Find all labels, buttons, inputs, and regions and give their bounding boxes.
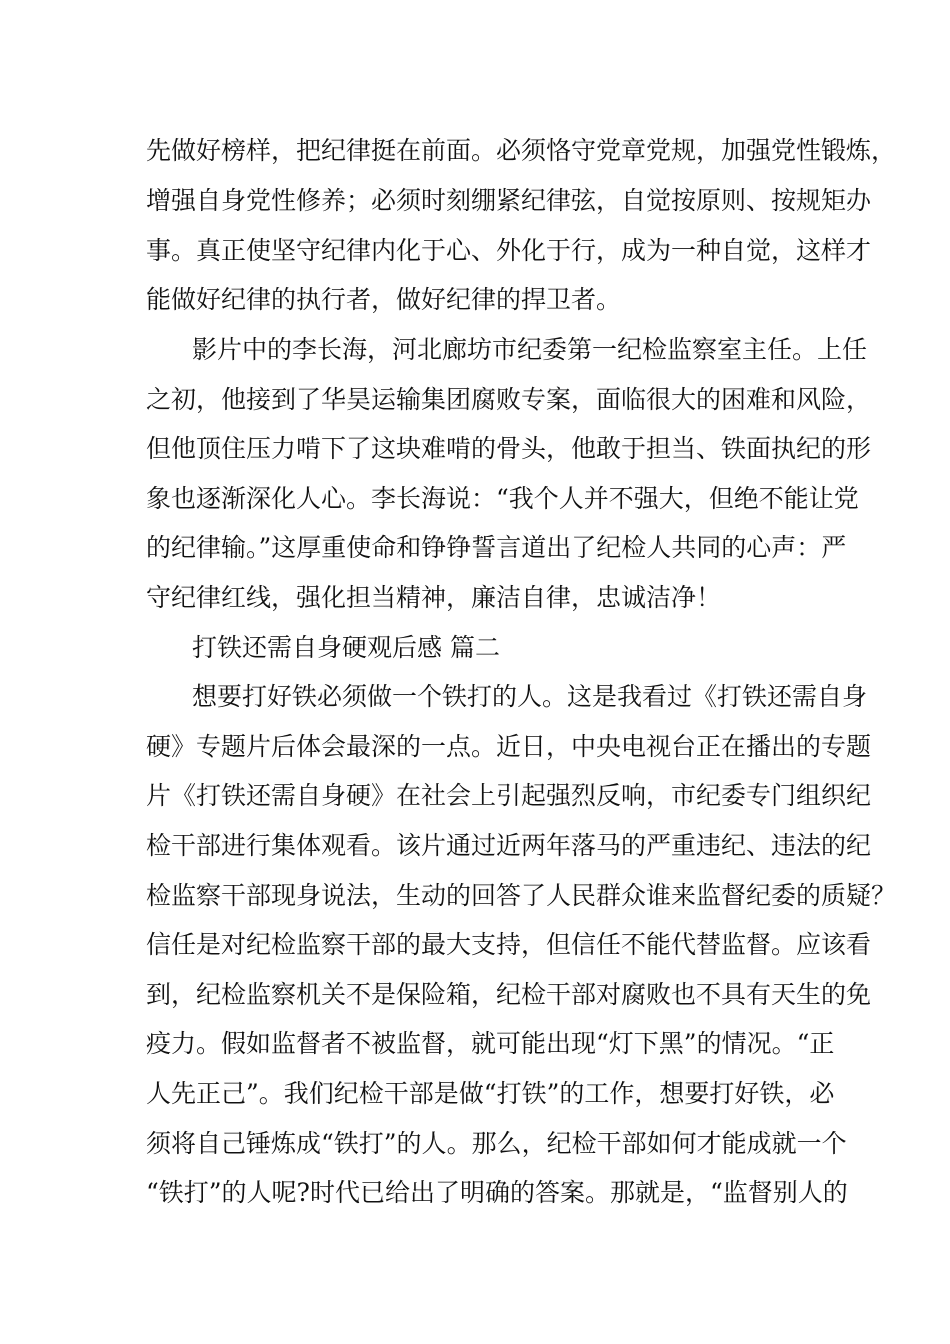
paragraph-3-line-3: 片《打铁还需自身硬》在社会上引起强烈反响，市纪委专门组织纪 (146, 781, 872, 810)
paragraph-2-line-1: 影片中的李长海，河北廊坊市纪委第一纪检监察室主任。上任 (192, 335, 868, 364)
paragraph-3-line-5: 检监察干部现身说法，生动的回答了人民群众谁来监督纪委的质疑？ (146, 881, 897, 910)
paragraph-2-line-2: 之初，他接到了华昊运输集团腐败专案，面临很大的困难和风险， (146, 385, 872, 414)
paragraph-3-line-7: 到，纪检监察机关不是保险箱，纪检干部对腐败也不具有天生的免 (146, 980, 872, 1009)
section-heading: 打铁还需自身硬观后感 篇二 (192, 633, 500, 662)
paragraph-2-line-4: 象也逐渐深化人心。李长海说：“我个人并不强大，但绝不能让党 (146, 484, 859, 513)
paragraph-1-line-4: 能做好纪律的执行者，做好纪律的捍卫者。 (146, 285, 622, 314)
paragraph-3-line-2: 硬》专题片后体会最深的一点。近日，中央电视台正在播出的专题 (146, 732, 872, 761)
paragraph-1-line-2: 增强自身党性修养；必须时刻绷紧纪律弦，自觉按原则、按规矩办 (146, 186, 872, 215)
paragraph-3-line-6: 信任是对纪检监察干部的最大支持，但信任不能代替监督。应该看 (146, 930, 872, 959)
paragraph-2-line-3: 但他顶住压力啃下了这块难啃的骨头，他敢于担当、铁面执纪的形 (146, 434, 872, 463)
paragraph-3-line-8: 疫力。假如监督者不被监督，就可能出现“灯下黑”的情况。“正 (146, 1029, 835, 1058)
paragraph-3-line-11: “铁打”的人呢?时代已给出了明确的答案。那就是，“监督别人的 (146, 1178, 848, 1207)
paragraph-3-line-1: 想要打好铁必须做一个铁打的人。这是我看过《打铁还需自身 (192, 682, 868, 711)
paragraph-1-line-3: 事。真正使坚守纪律内化于心、外化于行，成为一种自觉，这样才 (146, 236, 872, 265)
paragraph-1-line-1: 先做好榜样，把纪律挺在前面。必须恪守党章党规，加强党性锻炼， (146, 136, 897, 165)
paragraph-3-line-10: 须将自己锤炼成“铁打”的人。那么，纪检干部如何才能成就一个 (146, 1129, 847, 1158)
paragraph-3-line-9: 人先正己”。我们纪检干部是做“打铁”的工作，想要打好铁，必 (146, 1079, 835, 1108)
paragraph-2-line-5: 的纪律输。”这厚重使命和铮铮誓言道出了纪检人共同的心声：严 (146, 533, 847, 562)
paragraph-2-line-6: 守纪律红线，强化担当精神，廉洁自律，忠诚洁净！ (146, 583, 722, 612)
paragraph-3-line-4: 检干部进行集体观看。该片通过近两年落马的严重违纪、违法的纪 (146, 831, 872, 860)
